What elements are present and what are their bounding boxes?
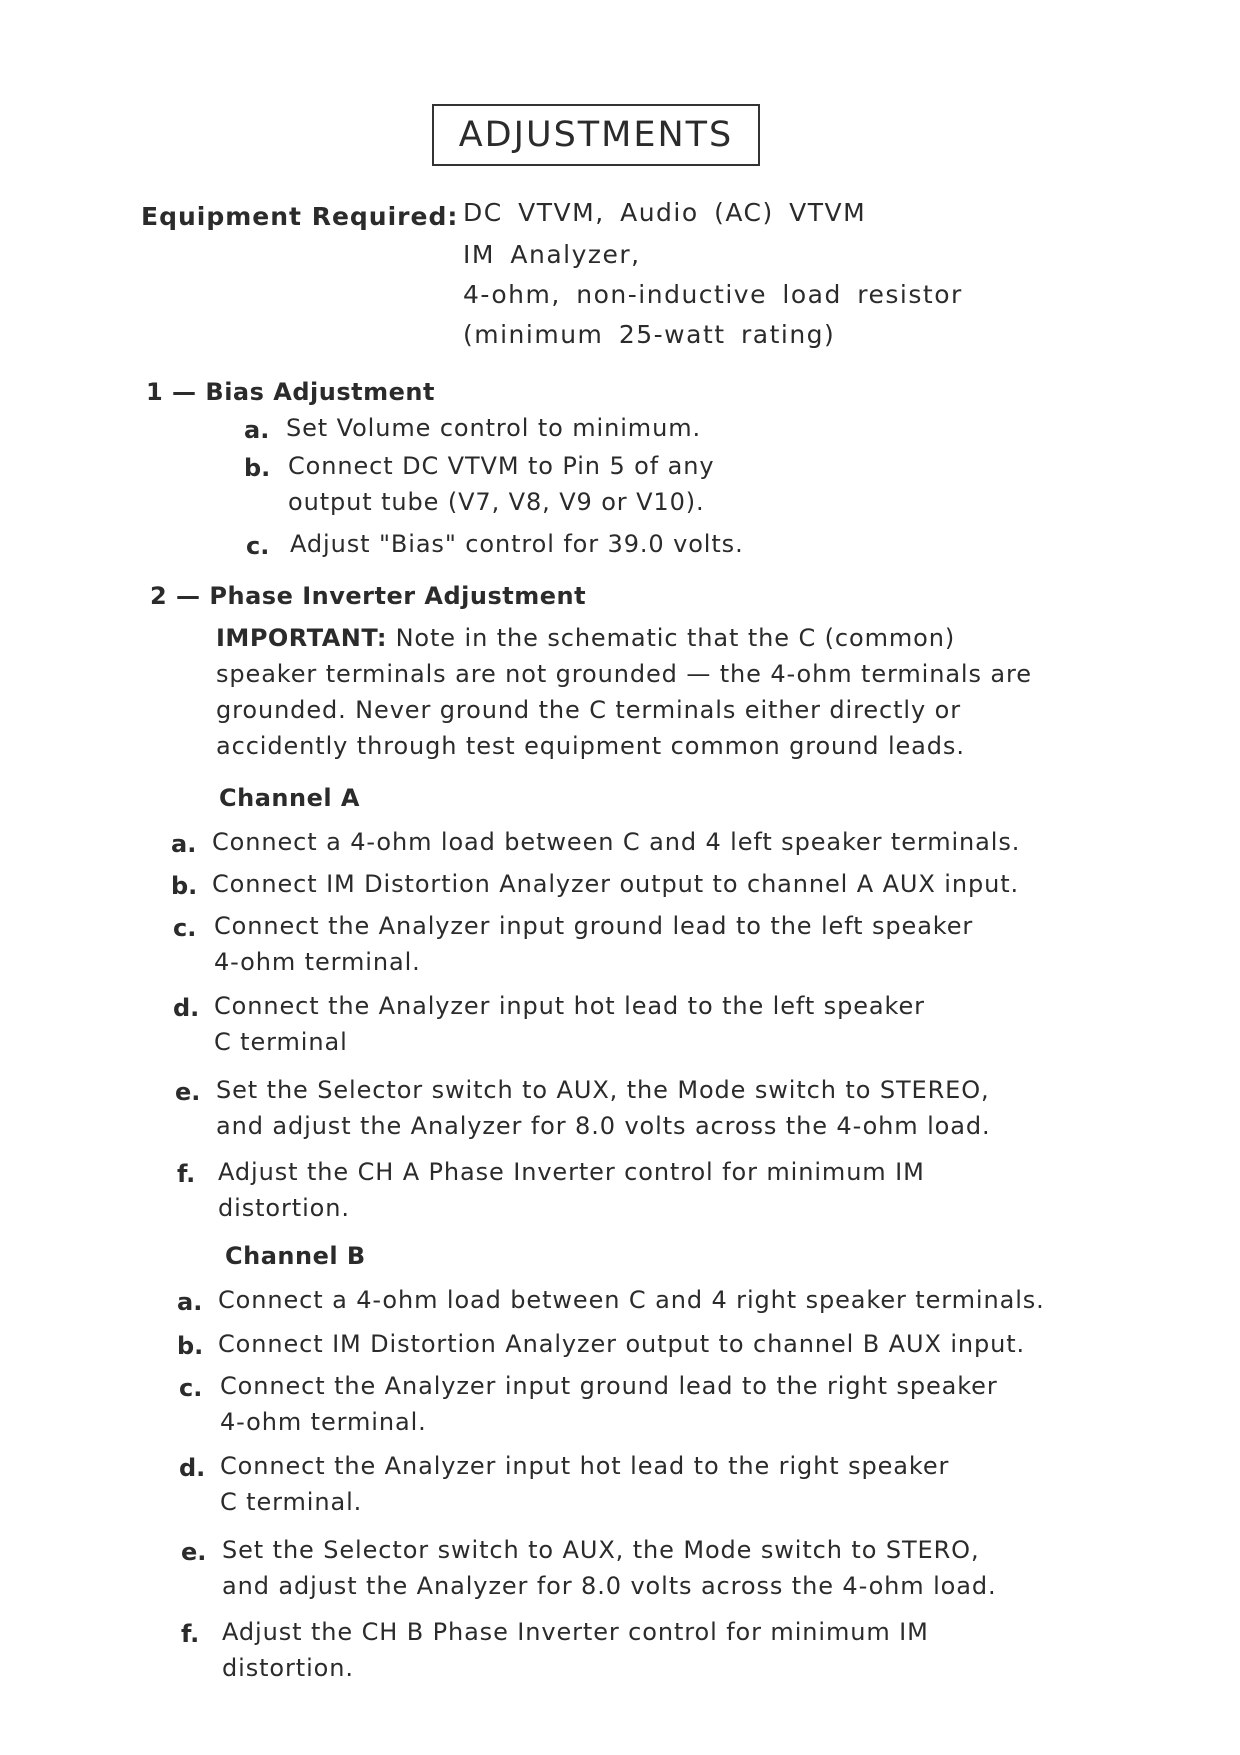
page-title: ADJUSTMENTS [432,104,760,166]
item-text: Set Volume control to minimum. [286,414,701,442]
channel-b-heading: Channel B [225,1242,366,1270]
channel-a-heading: Channel A [219,784,360,812]
equipment-line: 4-ohm, non-inductive load resistor [463,280,963,309]
item-letter: e. [175,1078,201,1106]
item-letter: c. [246,532,270,560]
item-letter: a. [171,830,197,858]
item-text: distortion. [222,1654,354,1682]
item-text: Connect IM Distortion Analyzer output to channel A AUX input. [212,870,1020,898]
item-letter: f. [181,1620,200,1648]
important-note-line: grounded. Never ground the C terminals either directly or [216,696,961,724]
item-text: and adjust the Analyzer for 8.0 volts across the 4-ohm load. [216,1112,991,1140]
equipment-line: (minimum 25-watt rating) [463,320,836,349]
item-text: Connect DC VTVM to Pin 5 of any [288,452,715,480]
item-text: Connect the Analyzer input ground lead to the left speaker [214,912,974,940]
item-letter: c. [173,914,197,942]
equipment-line: IM Analyzer, [463,240,641,269]
item-text: and adjust the Analyzer for 8.0 volts across the 4-ohm load. [222,1572,997,1600]
item-text: Connect the Analyzer input hot lead to the right speaker [220,1452,950,1480]
item-letter: c. [179,1374,203,1402]
item-text: Connect the Analyzer input ground lead to the right speaker [220,1372,998,1400]
item-text: Adjust the CH B Phase Inverter control for minimum IM [222,1618,929,1646]
equipment-line: DC VTVM, Audio (AC) VTVM [463,198,867,227]
section-heading-bias: 1 — Bias Adjustment [146,378,435,406]
item-letter: b. [244,454,271,482]
item-letter: b. [171,872,198,900]
item-letter: d. [179,1454,206,1482]
item-text: output tube (V7, V8, V9 or V10). [288,488,705,516]
important-note-line: speaker terminals are not grounded — the 4-ohm terminals are [216,660,1032,688]
item-text: 4-ohm terminal. [214,948,421,976]
item-letter: a. [244,416,270,444]
item-text: Connect IM Distortion Analyzer output to channel B AUX input. [218,1330,1026,1358]
important-note-line [216,624,955,652]
important-note-line: accidently through test equipment common ground leads. [216,732,965,760]
item-letter: b. [177,1332,204,1360]
important-label: IMPORTANT: [216,624,388,652]
item-letter: d. [173,994,200,1022]
section-heading-phase-inverter: 2 — Phase Inverter Adjustment [150,582,587,610]
item-letter: f. [177,1160,196,1188]
item-text: C terminal. [220,1488,363,1516]
item-letter: a. [177,1288,203,1316]
item-text: distortion. [218,1194,350,1222]
important-text: Note in the schematic that the C (common) [395,624,956,652]
item-text: Adjust "Bias" control for 39.0 volts. [290,530,744,558]
item-text: 4-ohm terminal. [220,1408,427,1436]
item-text: Set the Selector switch to AUX, the Mode switch to STEREO, [216,1076,990,1104]
item-text: Connect a 4-ohm load between C and 4 right speaker terminals. [218,1286,1045,1314]
item-text: Connect the Analyzer input hot lead to the left speaker [214,992,925,1020]
equipment-label: Equipment Required: [141,202,459,231]
item-letter: e. [181,1538,207,1566]
item-text: Adjust the CH A Phase Inverter control for minimum IM [218,1158,925,1186]
item-text: Connect a 4-ohm load between C and 4 left speaker terminals. [212,828,1021,856]
item-text: C terminal [214,1028,348,1056]
item-text: Set the Selector switch to AUX, the Mode switch to STERO, [222,1536,980,1564]
